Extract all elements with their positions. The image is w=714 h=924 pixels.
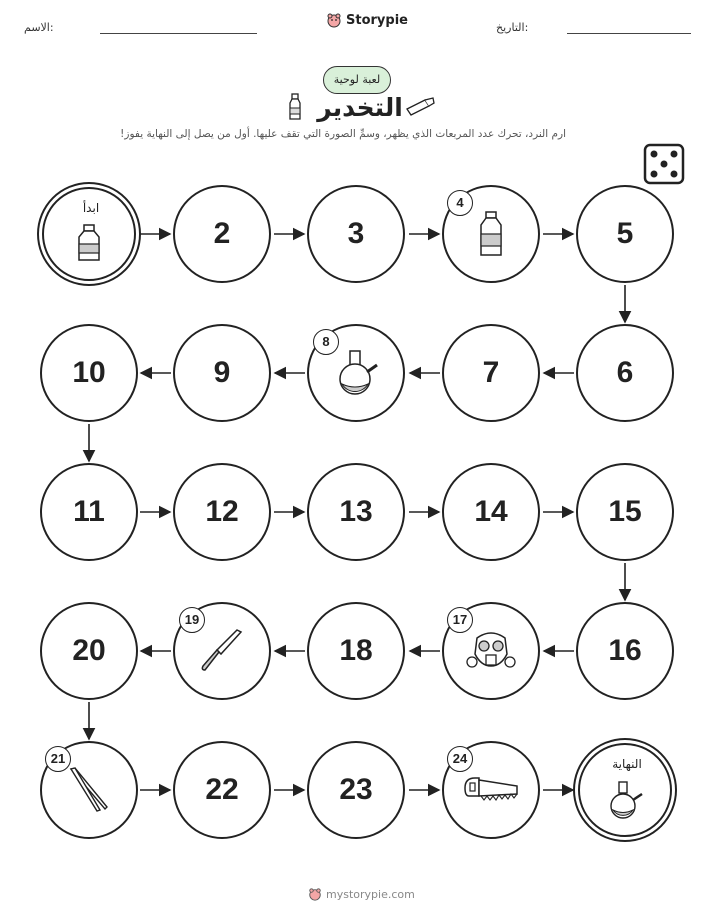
board-space-23[interactable]: 23 — [307, 741, 405, 839]
footer-site[interactable]: mystorypie.com — [326, 887, 415, 901]
board-space-18[interactable]: 18 — [307, 602, 405, 700]
round-flask-icon — [331, 348, 381, 398]
tweezers-icon — [67, 765, 111, 815]
storypie-mascot-icon — [308, 887, 322, 901]
board-space-22[interactable]: 22 — [173, 741, 271, 839]
space-number-badge: 21 — [45, 746, 71, 772]
board-space-3[interactable]: 3 — [307, 185, 405, 283]
start-label: ابدأ — [82, 201, 100, 215]
space-number-badge: 17 — [447, 607, 473, 633]
board-space-14[interactable]: 14 — [442, 463, 540, 561]
brand-name: Storypie — [346, 12, 408, 28]
space-number-badge: 19 — [179, 607, 205, 633]
space-number-badge: 4 — [447, 190, 473, 216]
board-space-9[interactable]: 9 — [173, 324, 271, 422]
saw-icon — [461, 772, 521, 808]
board-space-2[interactable]: 2 — [173, 185, 271, 283]
gas-mask-icon — [465, 628, 517, 674]
board-space-11[interactable]: 11 — [40, 463, 138, 561]
medicine-bottle-icon — [478, 210, 504, 258]
board-space-15[interactable]: 15 — [576, 463, 674, 561]
date-label: التاريخ: — [496, 21, 529, 34]
board-space-20[interactable]: 20 — [40, 602, 138, 700]
name-label: الاسم: — [24, 21, 54, 34]
space-number-badge: 24 — [447, 746, 473, 772]
game-type-badge: لعبة لوحية — [323, 66, 391, 94]
finish-space[interactable] — [578, 743, 672, 837]
finish-label: النهاية — [612, 757, 642, 771]
space-number-badge: 8 — [313, 329, 339, 355]
footer — [308, 887, 415, 901]
start-space[interactable] — [42, 187, 136, 281]
board-space-16[interactable]: 16 — [576, 602, 674, 700]
medicine-bottle-icon — [76, 224, 102, 262]
board-space-5[interactable]: 5 — [576, 185, 674, 283]
board-space-13[interactable]: 13 — [307, 463, 405, 561]
board-space-7[interactable]: 7 — [442, 324, 540, 422]
round-flask-icon — [605, 780, 645, 822]
page-title: التخدير — [317, 93, 403, 122]
board-space-10[interactable]: 10 — [40, 324, 138, 422]
board-space-12[interactable]: 12 — [173, 463, 271, 561]
scalpel-icon — [197, 626, 247, 676]
instructions: ارم النرد، تحرك عدد المربعات الذي يظهر، وسمِّ الصورة التي تقف عليها. أول من يصل إلى النهاية يفوز! — [120, 128, 566, 140]
board-space-6[interactable]: 6 — [576, 324, 674, 422]
